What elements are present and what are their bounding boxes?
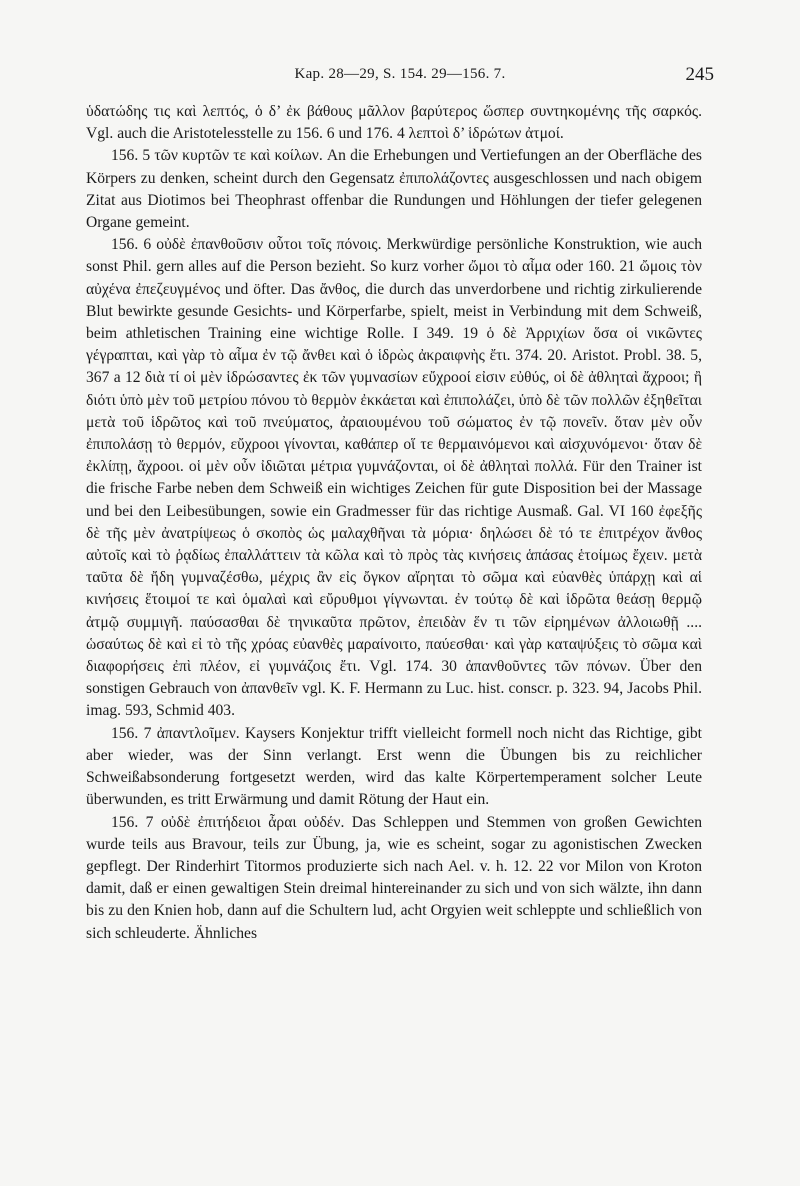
paragraph: 156. 6 οὐδὲ ἐπανθοῦσιν οὗτοι τοῖς πόνοις. Merkwürdige persönliche Konstruktion, wie auch sonst Phil. gern alles auf die Person bezieht. So kurz vorher ὤμοι τὸ αἷμα oder 160. 21 ὤμοις τὸν αὐχένα ἐπεζευγμένος und öfter. Das ἄνθος, die durch das unverdorbene und richtig zirkulierende Blut bewirkte gesunde Gesichts- und Körperfarbe, spielt, meist in Verbindung mit dem Schweiß, beim athletischen Training eine wichtige Rolle. I 349. 19 ὁ δὲ Ἀρριχίων ὅσα οἱ νικῶντες γέγραπται, καὶ γὰρ τὸ αἷμα ἐν τῷ ἄνθει καὶ ὁ ἱδρὼς ἀκραιφνὴς ἔτι. 374. 20. Aristot. Probl. 38. 5, 367 a 12 διὰ τί οἱ μὲν ἱδρώσαντες ἐκ τῶν γυμνασίων εὔχροοί εἰσιν εὐθύς, οἱ δὲ ἀθληταὶ ἄχροοι; ἢ διότι ὑπὸ μὲν τοῦ μετρίου πόνου τὸ θερμὸν ἐκκάεται καὶ ἐπιπολάζει, ὑπὸ δὲ τῶν πολλῶν ἐξηθεῖται μετὰ τοῦ ἱδρῶτος καὶ τοῦ πνεύματος, ἀραιουμένου τοῦ σώματος ἐν τῷ πονεῖν. ὅταν μὲν οὖν ἐπιπολάσῃ τὸ θερμόν, εὔχροοι γίνονται, καθάπερ οἵ τε θερμαινόμενοι καὶ αἰσχυνόμενοι· ὅταν δὲ ἐκλίπῃ, ἄχροοι. οἱ μὲν οὖν ἰδιῶται μέτρια γυμνάζονται, οἱ δὲ ἀθληταὶ πολλά. Für den Trainer ist die frische Farbe neben dem Schweiß ein wichtiges Zeichen für gute Disposition bei der Massage und bei den Leibesübungen, sowie ein Gradmesser für das richtige Ausmaß. Gal. VI 160 ἐφεξῆς δὲ τῆς μὲν ἀνατρίψεως ὁ σκοπὸς ὡς μαλαχθῆναι τὰ μόρια· δηλώσει δὲ τό τε ἐπιτρέχον ἄνθος αὐτοῖς καὶ τὸ ῥᾳδίως ἐπαλλάττειν τὰ κῶλα καὶ τὸ πρὸς τὰς κινήσεις ἁπάσας ἑτοίμως ἔχειν. μετὰ ταῦτα δὲ ἤδη γυμναζέσθω, μέχρις ἂν εἰς ὄγκον αἴρηται τὸ σῶμα καὶ εὐανθὲς ὑπάρχῃ καὶ αἱ κινήσεις ἕτοιμοί τε καὶ ὁμαλαὶ καὶ εὔρυθμοι γίγνωνται. ἐν τούτῳ δὲ καὶ ἱδρῶτα θεάσῃ θερμῷ ἀτμῷ συμμιγῆ. παύσασθαι δὲ τηνικαῦτα πρῶτον, ἐπειδὰν ἕν τι τῶν εἰρημένων ἀλλοιωθῇ .... ὡσαύτως δὲ καὶ εἰ τὸ τῆς χρόας εὐανθὲς μαραίνοιτο, παύεσθαι· καὶ γὰρ καταψύξεις τὸ σῶμα καὶ διαφορήσεις ἐπὶ πλέον, εἰ γυμνάζοις ἔτι. Vgl. 174. 30 ἀπανθοῦντες τῶν πόνων. Über den sonstigen Gebrauch von ἀπανθεῖν vgl. K. F. Hermann zu Luc. hist. conscr. p. 323. 94, Jacobs Phil. imag. 593, Schmid 403.: [86, 236, 702, 720]
paragraph: 156. 7 οὐδὲ ἐπιτήδειοι ἆραι οὐδέν. Das Schleppen und Stemmen von großen Gewichten wurde teils aus Bravour, teils zur Übung, ja, wie es scheint, sogar zu agonistischen Zwecken gepflegt. Der Rinderhirt Titormos produzierte sich nach Ael. v. h. 12. 22 vor Milon von Kroton damit, daß er einen gewaltigen Stein dreimal hintereinander zu sich und von sich wälzte, ihn dann bis zu den Knien hob, dann auf die Schultern lud, acht Orgyien weit schleppte und schließlich von sich schleuderte. Ähnliches: [86, 813, 702, 942]
paragraph: ὑδατώδης τις καὶ λεπτός, ὁ δ’ ἐκ βάθους μᾶλλον βαρύτερος ὥσπερ συντηκομένης τῆς σαρκός. Vgl. auch die Aristotelesstelle zu 156. 6 und 176. 4 λεπτοὶ δ’ ἱδρώτων ἀτμοί.: [86, 103, 702, 143]
page-header: [86, 66, 714, 90]
paragraph: 156. 7 ἀπαντλοῖμεν. Kaysers Konjektur trifft vielleicht formell noch nicht das Richtige, gibt aber wieder, was der Sinn verlangt. Erst wenn die Übungen bis zu reichlicher Schweißabsonderung fortgesetzt werden, wird das kalte Körpertemperament solcher Leute überwunden, es tritt Erwärmung und damit Rötung der Haut ein.: [86, 724, 702, 809]
paragraph: 156. 5 τῶν κυρτῶν τε καὶ κοίλων. An die Erhebungen und Vertiefungen an der Oberfläche des Körpers zu denken, scheint durch den Gegensatz ἐπιπολάζοντες ausgeschlossen und nach obigem Zitat aus Diotimos bei Theophrast offenbar die Rundungen und Höhlungen der tiefer gelegenen Organe gemeint.: [86, 147, 702, 232]
page-number: 245: [685, 64, 714, 85]
running-head: Kap. 28—29, S. 154. 29—156. 7.: [294, 66, 506, 82]
body-text: [86, 101, 702, 945]
